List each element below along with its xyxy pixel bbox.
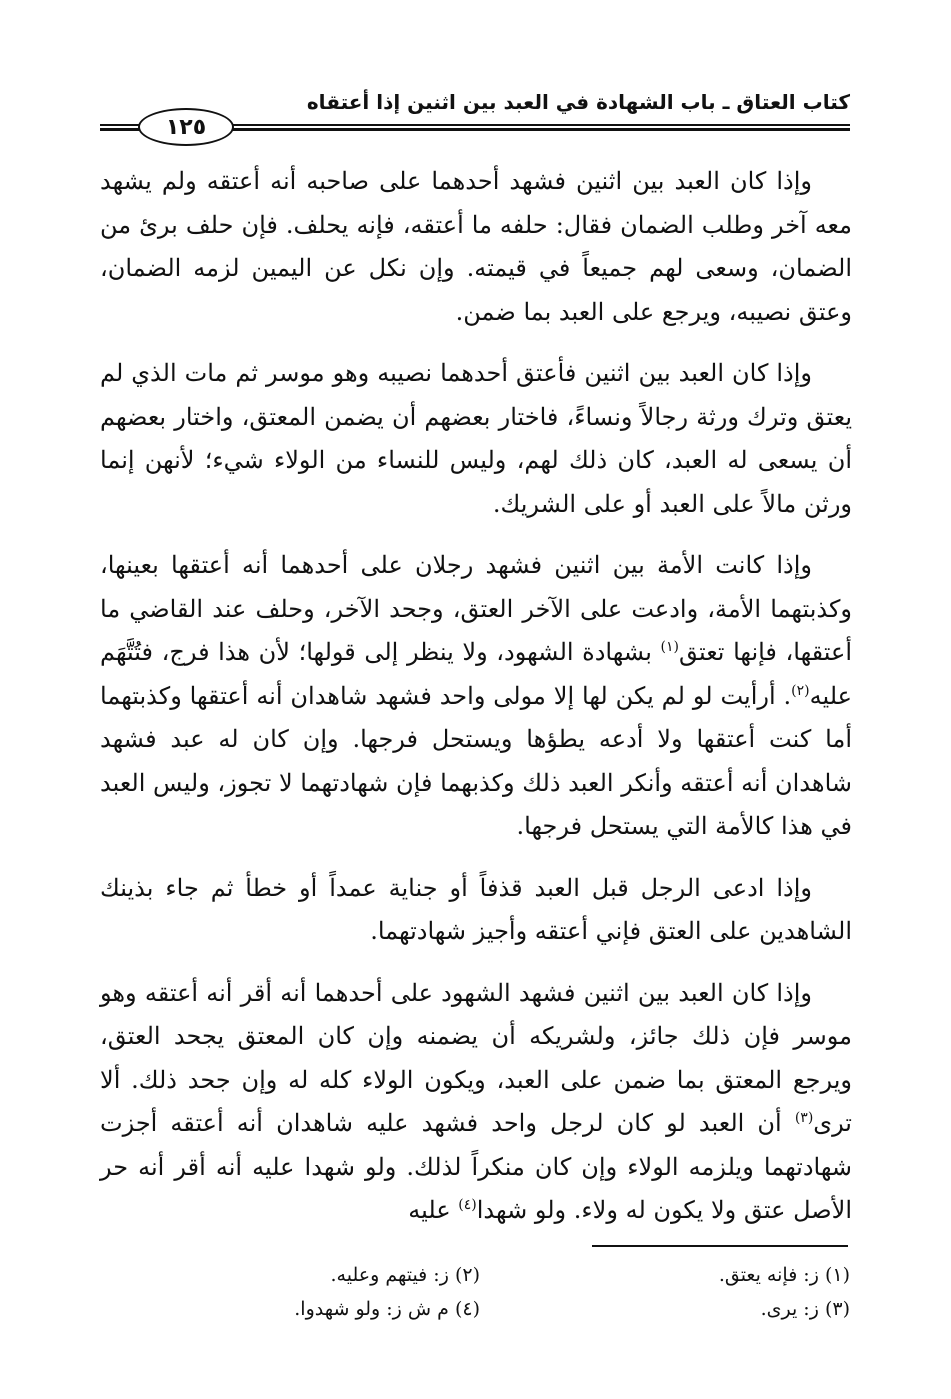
footnotes bbox=[100, 1258, 850, 1326]
footnote-number: (٢) bbox=[454, 1264, 480, 1286]
footnote-ref-2[interactable]: (٢) bbox=[791, 682, 810, 699]
footnote-1 bbox=[480, 1258, 850, 1292]
footnote-text: م ش ز: ولو شهدوا. bbox=[294, 1298, 449, 1320]
footnote-number: (٣) bbox=[824, 1298, 850, 1320]
footnote-text: ز: فيتهم وعليه. bbox=[330, 1264, 449, 1286]
paragraph-3 bbox=[100, 544, 852, 849]
paragraph-text: عليه bbox=[408, 1196, 459, 1224]
paragraph-text: وإذا كان العبد بين اثنين فشهد أحدهما على صاحبه أنه أعتقه ولم يشهد معه آخر وطلب الضمان فقال: حلفه ما أعتقه، فإنه يحلف. فإن حلف برئ من الضمان، وسعى لهم جميعاً في قيمته. وإن نكل عن اليمين لزمه الضمان، وعتق نصيبه، ويرجع على العبد بما ضمن. bbox=[100, 167, 852, 326]
footnote-row bbox=[100, 1292, 850, 1326]
paragraph-text: بشهادة الشهود، ولا ينظر إلى قولها؛ لأن هذا فرج، فتُتَّهَم عليه bbox=[100, 638, 852, 710]
footnote-ref-3[interactable]: (٣) bbox=[794, 1110, 814, 1126]
footnote-text: ز: فإنه يعتق. bbox=[718, 1264, 819, 1286]
page-number: ١٢٥ bbox=[138, 108, 234, 146]
paragraph-text: . أرأيت لو لم يكن لها إلا مولى واحد فشهد شاهدان أنه أعتقها وكذبتهما أما كنت أعتقها ولا أدعه يطؤها ويستحل فرجها. وإن كان له عبد فشهد شاهدان أنه أعتقه وأنكر العبد ذلك وكذبهما فإن شهادتهما لا تجوز، وليس العبد في هذا كالأمة التي يستحل فرجها. bbox=[100, 681, 852, 840]
footnote-2 bbox=[110, 1258, 480, 1292]
main-text bbox=[100, 160, 852, 1251]
paragraph-text: أن العبد لو كان لرجل واحد فشهد عليه شاهدان أنه أعتقه أجزت شهادتهما ويلزمه الولاء وإن كان منكراً لذلك. ولو شهدا عليه أنه أقر أنه حر الأصل عتق ولا يكون له ولاء. ولو شهدا bbox=[100, 1109, 852, 1224]
paragraph-4 bbox=[100, 867, 852, 954]
footnote-ref-4[interactable]: (٤) bbox=[458, 1197, 477, 1213]
footnote-3 bbox=[480, 1292, 850, 1326]
footnote-number: (١) bbox=[824, 1264, 850, 1286]
paragraph-text: وإذا ادعى الرجل قبل العبد قذفاً أو جناية عمداً أو خطأ ثم جاء بذينك الشاهدين على العتق فإني أعتقه وأجيز شهادتهما. bbox=[100, 873, 852, 945]
paragraph-text: وإذا كان العبد بين اثنين فأعتق أحدهما نصيبه وهو موسر ثم مات الذي لم يعتق وترك ورثة رجالاً ونساءً، فاختار بعضهم أن يضمن المعتق، واختار بعضهم أن يسعى له العبد، كان ذلك لهم، وليس للنساء من الولاء شيء؛ لأنهن إنما ورثن مالاً على العبد أو على الشريك. bbox=[100, 359, 852, 518]
page-header bbox=[100, 86, 850, 146]
footnote-ref-1[interactable]: (١) bbox=[660, 639, 679, 655]
paragraph-2 bbox=[100, 352, 852, 526]
footnote-separator bbox=[592, 1245, 848, 1247]
footnote-number: (٤) bbox=[454, 1298, 480, 1320]
running-title: كتاب العتاق ـ باب الشهادة في العبد بين اثنين إذا أعتقاه bbox=[306, 90, 850, 114]
paragraph-1 bbox=[100, 160, 852, 334]
footnote-text: ز: يرى. bbox=[760, 1298, 819, 1320]
footnote-row bbox=[100, 1258, 850, 1292]
footnote-4 bbox=[110, 1292, 480, 1326]
paragraph-text: وإذا كانت الأمة بين اثنين فشهد رجلان على أحدهما أنه أعتقها بعينها، وكذبتهما الأمة، وادعت على الآخر العتق، وجحد الآخر، وحلف عند القاضي ما أعتقها، فإنها تعتق bbox=[100, 551, 852, 666]
paragraph-5 bbox=[100, 972, 852, 1233]
paragraph-text: وإذا كان العبد بين اثنين فشهد الشهود على أحدهما أنه أقر أنه أعتقه وهو موسر فإن ذلك جائز، ولشريكه أن يضمنه وإن كان المعتق يجحد العتق، ويرجع المعتق بما ضمن على العبد، ويكون الولاء كله له وإن جحد ذلك. ألا ترى bbox=[100, 978, 852, 1137]
